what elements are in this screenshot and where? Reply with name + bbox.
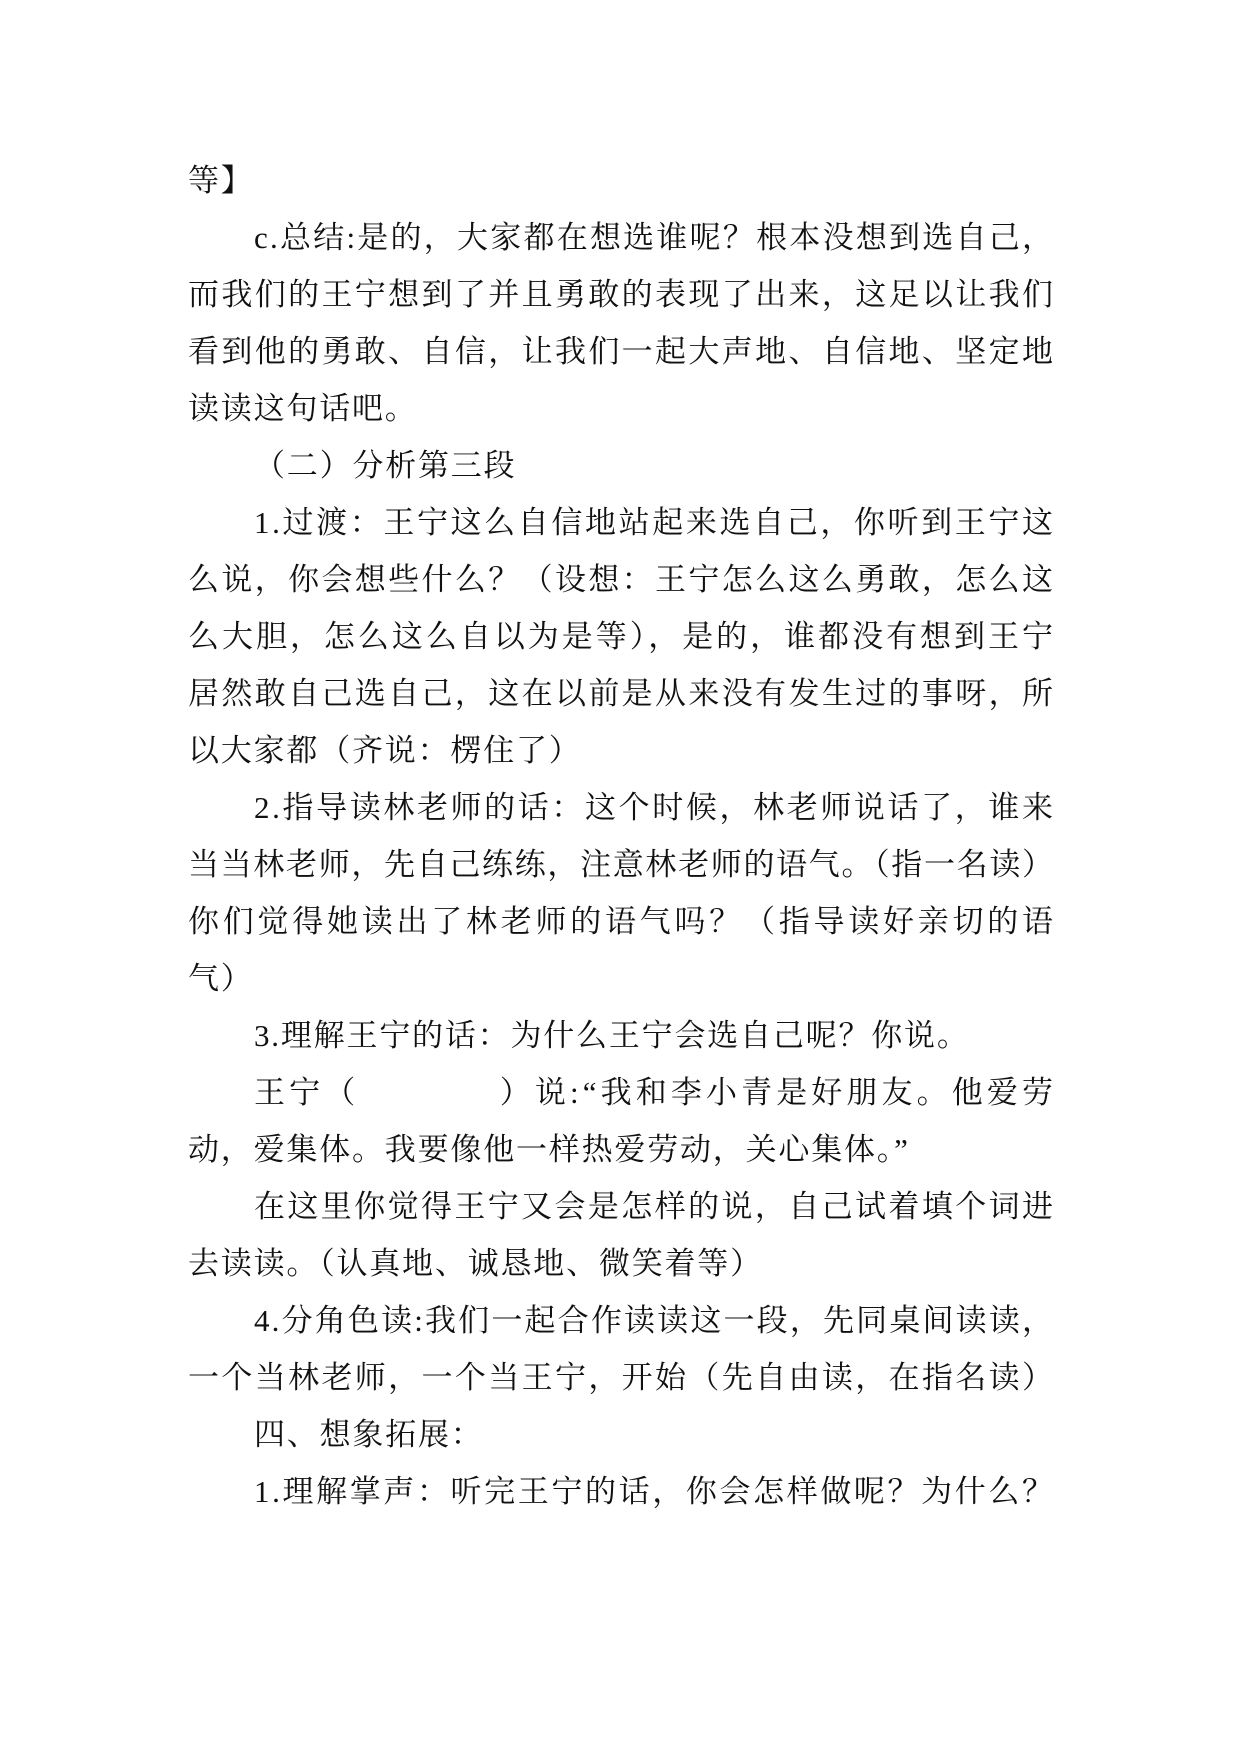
line-text: 当当林老师，先自己练练，注意林老师的语气。（指一名读） (188, 847, 1055, 882)
heading-text: 四、想象拓展： (254, 1417, 484, 1452)
text-line (188, 323, 1056, 380)
line-text: 1.过渡：王宁这么自信地站起来选自己，你听到王宁这 (254, 505, 1056, 540)
text-line (188, 1463, 1056, 1520)
text-line (188, 1292, 1056, 1349)
heading-text: （二）分析第三段 (254, 448, 517, 483)
text-line (188, 437, 1053, 494)
text-line (188, 1178, 1056, 1235)
line-text: 么大胆，怎么这么自以为是等），是的，谁都没有想到王宁 (188, 619, 1056, 654)
line-text: 么说，你会想些什么？（设想：王宁怎么这么勇敢，怎么这 (188, 562, 1056, 597)
line-text: c.总结:是的，大家都在想选谁呢？根本没想到选自己， (254, 220, 1056, 255)
text-line (188, 608, 1056, 665)
text-line (188, 1349, 1056, 1406)
text-line (188, 836, 1053, 893)
line-text: 一个当林老师，一个当王宁，开始（先自由读，在指名读） (188, 1360, 1056, 1395)
text-line (188, 209, 1056, 266)
line-text: 以大家都（齐说：楞住了） (188, 733, 582, 768)
line-text: 在这里你觉得王宁又会是怎样的说，自己试着填个词进 (254, 1189, 1056, 1224)
text-line (188, 266, 1056, 323)
line-text: 2.指导读林老师的话：这个时候，林老师说话了，谁来 (254, 790, 1056, 825)
text-line (188, 779, 1056, 836)
text-line (188, 665, 1056, 722)
text-line (188, 1406, 1053, 1463)
text-line (188, 722, 1053, 779)
paragraph-understanding (188, 1007, 1053, 1064)
text-line (188, 1064, 1058, 1121)
line-text: 你们觉得她读出了林老师的语气吗？（指导读好亲切的语 (188, 904, 1057, 939)
text-line (188, 1007, 1053, 1064)
text-line (188, 494, 1056, 551)
line-text: 3.理解王宁的话：为什么王宁会选自己呢？你说。 (254, 1018, 970, 1053)
text-line (188, 152, 1053, 209)
paragraph-transition (188, 494, 1056, 779)
line-text: 4.分角色读:我们一起合作读读这一段，先同桌间读读， (254, 1303, 1056, 1338)
paragraph-fill-in (188, 1178, 1056, 1292)
text-line (188, 893, 1057, 950)
text-line (188, 551, 1056, 608)
section-heading (188, 437, 1053, 494)
text-line (188, 380, 1053, 437)
section-heading (188, 1406, 1053, 1463)
paragraph-applause (188, 1463, 1056, 1520)
line-text: 而我们的王宁想到了并且勇敢的表现了出来，这足以让我们 (188, 277, 1056, 312)
text-line (188, 1121, 1053, 1178)
paragraph-guided-reading (188, 779, 1057, 1007)
line-text: 1.理解掌声：听完王宁的话，你会怎样做呢？为什么？ (254, 1474, 1056, 1509)
line-text: 王宁（ ）说:“我和李小青是好朋友。他爱劳 (254, 1075, 1058, 1110)
line-text: 读读这句话吧。 (188, 391, 418, 426)
text-line (188, 1235, 1053, 1292)
paragraph-continuation (188, 152, 1053, 209)
line-text: 看到他的勇敢、自信，让我们一起大声地、自信地、坚定地 (188, 334, 1056, 369)
text-line (188, 950, 1053, 1007)
paragraph-role-reading (188, 1292, 1056, 1406)
line-text: 去读读。（认真地、诚恳地、微笑着等） (188, 1246, 763, 1281)
line-text: 等】 (188, 163, 254, 198)
line-text: 居然敢自己选自己，这在以前是从来没有发生过的事呀，所 (188, 676, 1056, 711)
paragraph-summary (188, 209, 1056, 437)
line-text: 动，爱集体。我要像他一样热爱劳动，关心集体。” (188, 1132, 910, 1167)
paragraph-quote (188, 1064, 1058, 1178)
line-text: 气） (188, 961, 254, 996)
